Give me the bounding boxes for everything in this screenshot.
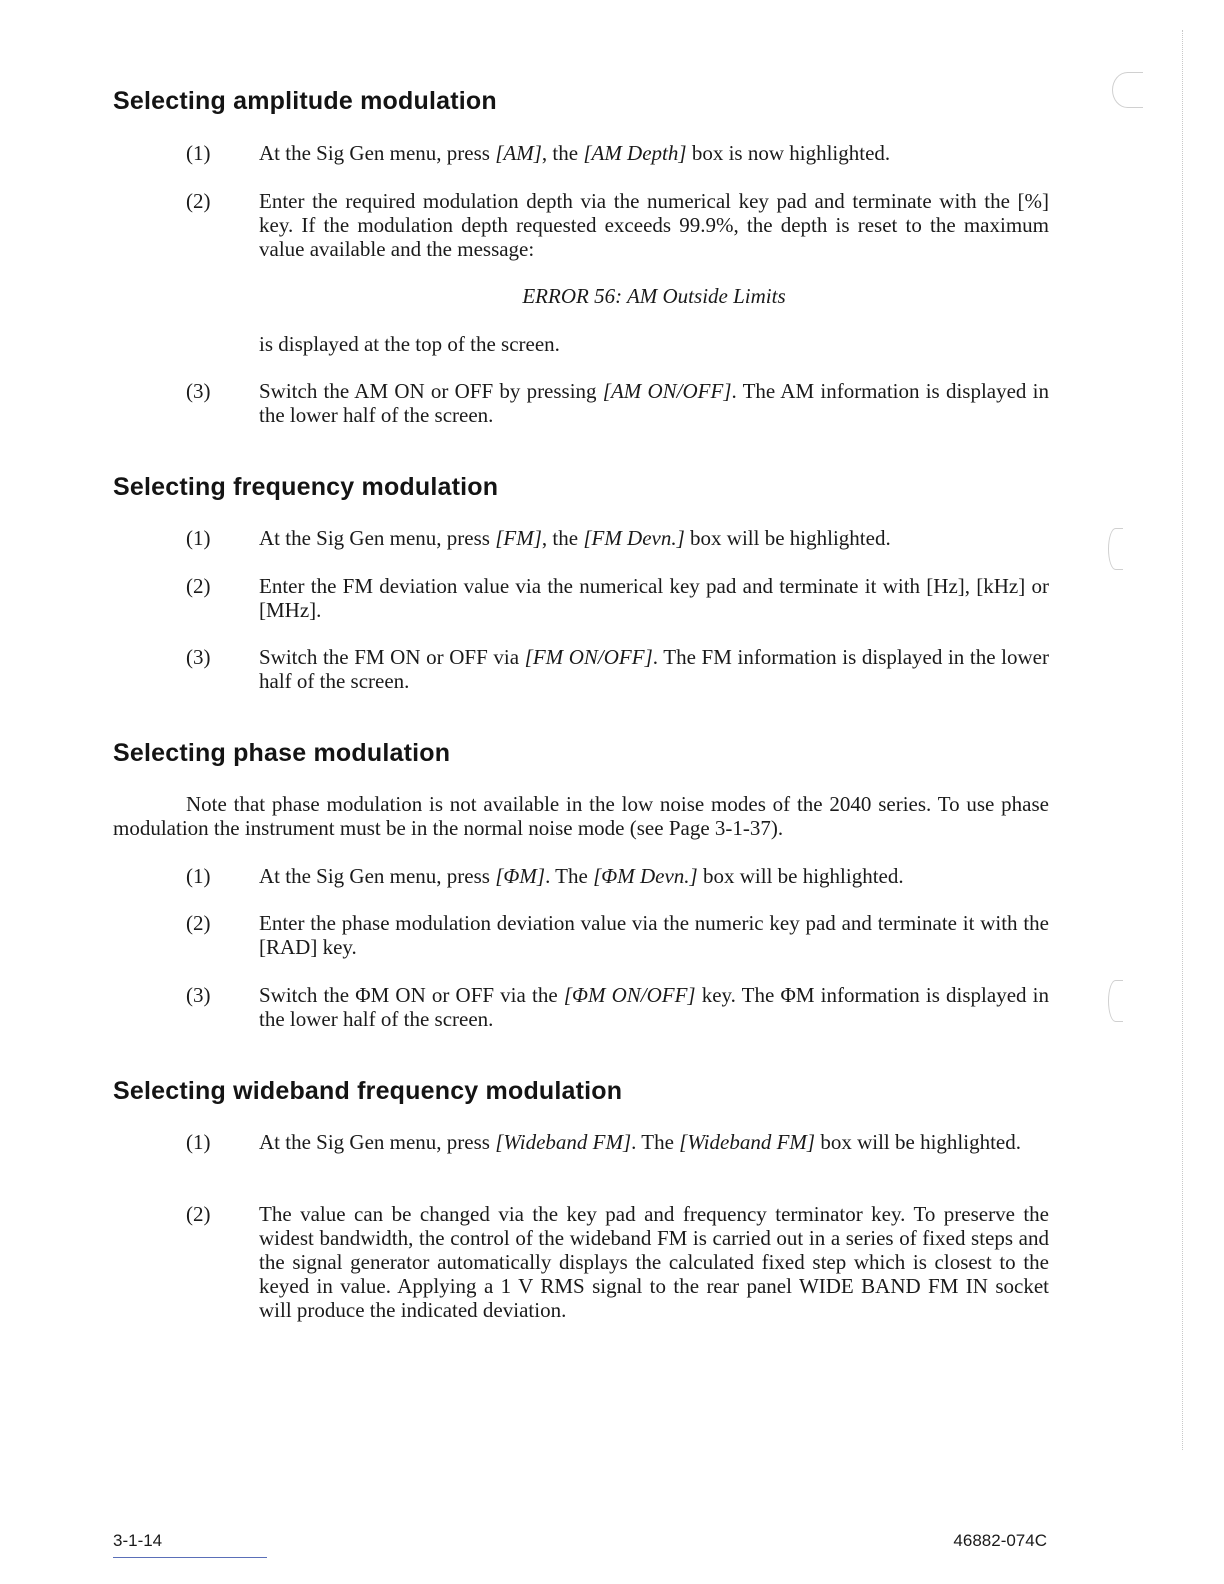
step-text: At the Sig Gen menu, press [ΦM]. The [ΦM Devn.] box will be highlighted. (259, 864, 904, 888)
step-number: (3) (186, 645, 211, 669)
step-number: (1) (186, 526, 211, 550)
document-number: 46882-074C (953, 1531, 1047, 1550)
scan-mark (1112, 72, 1143, 108)
step-text: The value can be changed via the key pad and frequency terminator key. To preserve the widest bandwidth, the control of the wideband FM is carried out in a series of fixed steps and the signal generator automatically displays the calculated fixed step which is closest to the keyed in value. Applying a 1 V RMS signal to the rear panel WIDE BAND FM IN socket will produce the indicated deviation. (259, 1202, 1049, 1322)
softkey-fm: [FM] (495, 526, 542, 550)
error-message: ERROR 56: AM Outside Limits (522, 284, 786, 308)
page-number: 3-1-14 (113, 1531, 163, 1550)
section-heading-fm: Selecting frequency modulation (113, 473, 499, 501)
softkey-phase-on-off: [ΦM ON/OFF] (563, 983, 696, 1007)
step-number: (2) (186, 1202, 211, 1226)
softkey-fm-on-off: [FM ON/OFF] (524, 645, 653, 669)
softkey-phase-devn: [ΦM Devn.] (593, 864, 698, 888)
scan-mark (1108, 528, 1123, 570)
step-text: Switch the ΦM ON or OFF via the [ΦM ON/OFF] key. The ΦM information is displayed in the lower half of the screen. (259, 983, 1050, 1031)
scan-edge-line (1182, 30, 1183, 1450)
step-text: At the Sig Gen menu, press [FM], the [FM Devn.] box will be highlighted. (259, 526, 891, 550)
step-number: (1) (186, 864, 211, 888)
step-text: At the Sig Gen menu, press [Wideband FM]. The [Wideband FM] box will be highlighted. (259, 1130, 1021, 1154)
phase-note: Note that phase modulation is not available in the low noise modes of the 2040 series. To use phase modulation the instrument must be in the normal noise mode (see Page 3-1-37). (113, 792, 1049, 840)
step-text: Switch the FM ON or OFF via [FM ON/OFF]. The FM information is displayed in the lower half of the screen. (259, 645, 1049, 693)
step-number: (3) (186, 983, 211, 1007)
section-heading-wideband: Selecting wideband frequency modulation (113, 1077, 623, 1105)
am-after-error-text: is displayed at the top of the screen. (259, 332, 560, 356)
step-number: (2) (186, 574, 211, 598)
step-text: At the Sig Gen menu, press [AM], the [AM Depth] box is now highlighted. (259, 141, 891, 165)
step-text: Enter the phase modulation deviation value via the numeric key pad and terminate it with the [RAD] key. (259, 911, 1049, 959)
step-number: (1) (186, 1130, 211, 1154)
softkey-phase-m: [ΦM] (495, 864, 546, 888)
softkey-fm-devn: [FM Devn.] (583, 526, 685, 550)
softkey-am: [AM] (495, 141, 542, 165)
step-text: Enter the required modulation depth via the numerical key pad and terminate with the [%] key. If the modulation depth requested exceeds 99.9%, the depth is reset to the maximum value available and the message: (259, 189, 1049, 261)
softkey-am-on-off: [AM ON/OFF] (602, 379, 732, 403)
step-number: (2) (186, 189, 211, 213)
section-heading-am: Selecting amplitude modulation (113, 87, 497, 115)
section-heading-phase: Selecting phase modulation (113, 739, 451, 767)
softkey-wideband-fm-box: [Wideband FM] (679, 1130, 816, 1154)
softkey-wideband-fm: [Wideband FM] (495, 1130, 632, 1154)
step-text: Enter the FM deviation value via the numerical key pad and terminate it with [Hz], [kHz] or [MHz]. (259, 574, 1049, 622)
step-number: (1) (186, 141, 211, 165)
step-text: Switch the AM ON or OFF by pressing [AM ON/OFF]. The AM information is displayed in the lower half of the screen. (259, 379, 1049, 427)
footer-rule (113, 1557, 267, 1558)
step-number: (2) (186, 911, 211, 935)
step-number: (3) (186, 379, 211, 403)
scan-mark (1108, 980, 1123, 1022)
softkey-am-depth: [AM Depth] (583, 141, 687, 165)
